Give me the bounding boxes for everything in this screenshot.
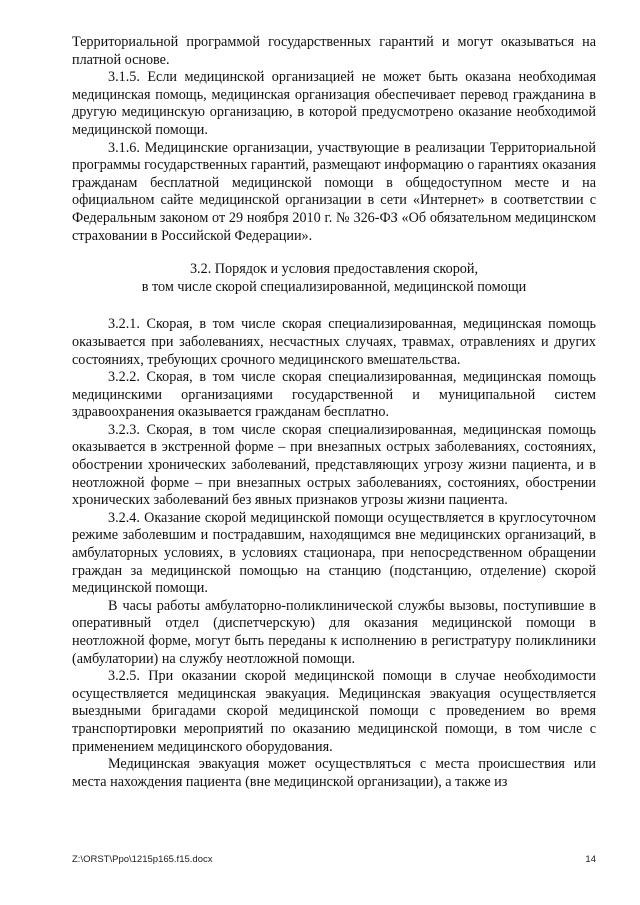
section-heading-line-2: в том числе скорой специализированной, медицинской помощи (141, 278, 527, 295)
document-page (72, 34, 596, 791)
paragraph-3-1-6: 3.1.6. Медицинские организации, участвующие в реализации Территориальной программы государственных гарантий, размещают информацию о гарантиях оказания гражданам бесплатной медицинской помощи в общедоступном месте и на официальном сайте медицинской организации в сети «Интернет» в соответствии с Федеральным законом от 29 ноября 2010 г. № 326-ФЗ «Об обязательном медицинском страховании в Российской Федерации». (72, 139, 596, 244)
page-footer (72, 854, 596, 865)
footer-page-number: 14 (585, 854, 596, 865)
paragraph-3-2-2: 3.2.2. Скорая, в том числе скорая специализированная, медицинская помощь медицинскими организациями государственной и муниципальной систем здравоохранения оказывается гражданам бесплатно. (72, 369, 596, 421)
paragraph-continuation: Территориальной программой государственных гарантий и могут оказываться на платной основе. (72, 34, 596, 68)
section-heading-line-1: 3.2. Порядок и условия предоставления скорой, (189, 261, 479, 278)
paragraph-urgent-care-hours: В часы работы амбулаторно-поликлинической службы вызовы, поступившие в оперативный отдел (диспетчерскую) для оказания медицинской помощи в неотложной форме, могут быть переданы к исполнению в регистратуру поликлиники (амбулатории) на службу неотложной помощи. (72, 597, 596, 667)
paragraph-3-2-1: 3.2.1. Скорая, в том числе скорая специализированная, медицинская помощь оказывается при заболеваниях, несчастных случаях, травмах, отравлениях и других состояниях, требующих срочного медицинского вмешательства. (72, 316, 596, 368)
footer-file-path: Z:\ORST\Ppo\1215p165.f15.docx (72, 854, 213, 865)
paragraph-3-1-5: 3.1.5. Если медицинской организацией не может быть оказана необходимая медицинская помощь, медицинская организация обеспечивает перевод гражданина в другую медицинскую организацию, в которой предусмотрено оказание необходимой медицинской помощи. (72, 69, 596, 138)
section-heading-3-2 (72, 261, 596, 296)
paragraph-3-2-5: 3.2.5. При оказании скорой медицинской помощи в случае необходимости осуществляется медицинская эвакуация. Медицинская эвакуация осуществляется выездными бригадами скорой медицинской помощи с проведением во время транспортировки мероприятий по оказанию медицинской помощи, в том числе с применением медицинского оборудования. (72, 668, 596, 755)
paragraph-3-2-3: 3.2.3. Скорая, в том числе скорая специализированная, медицинская помощь оказывается в экстренной форме – при внезапных острых заболеваниях, состояниях, обострении хронических заболеваний, представляющих угрозу жизни пациента, и в неотложной форме – при внезапных острых заболеваниях, состояниях, обострении хронических заболеваний без явных признаков угрозы жизни пациента. (72, 421, 596, 509)
paragraph-evacuation-origin: Медицинская эвакуация может осуществляться с места происшествия или места нахождения пациента (вне медицинской организации), а также из (72, 756, 596, 790)
paragraph-3-2-4: 3.2.4. Оказание скорой медицинской помощи осуществляется в круглосуточном режиме заболевшим и пострадавшим, находящимся вне медицинских организаций, в амбулаторных условиях, в условиях стационара, при непосредственном обращении граждан за медицинской помощью на станцию (подстанцию, отделение) скорой медицинской помощи. (72, 509, 596, 597)
